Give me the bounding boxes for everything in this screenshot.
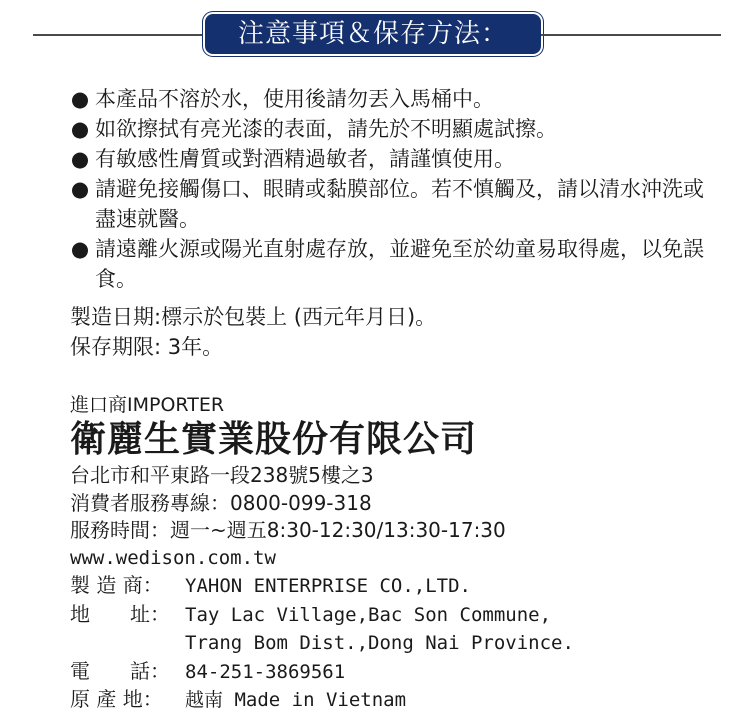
maker-label: 製 造 商： bbox=[70, 573, 163, 597]
address-line-1: Tay Lac Village,Bac Son Commune, bbox=[185, 603, 552, 626]
address-label: 地 址： bbox=[70, 601, 170, 626]
origin-label: 原 產 地： bbox=[70, 687, 163, 711]
list-item bbox=[70, 234, 710, 294]
bullet-icon: ● bbox=[70, 87, 90, 111]
precaution-text: 請遠離火源或陽光直射處存放，並避免至於幼童易取得處，以免誤食。 bbox=[95, 237, 704, 291]
shelf-life: 保存期限: 3年。 bbox=[70, 335, 224, 359]
bullet-icon: ● bbox=[70, 237, 90, 261]
bullet-icon: ● bbox=[70, 147, 90, 171]
address-line-2: Trang Bom Dist.,Dong Nai Province. bbox=[185, 632, 574, 654]
bullet-icon: ● bbox=[70, 117, 90, 141]
company-name: 衛麗生實業股份有限公司 bbox=[70, 419, 478, 460]
origin-row bbox=[70, 686, 574, 715]
manufacture-info bbox=[70, 302, 436, 362]
header-rule-left bbox=[33, 34, 205, 36]
phone-value: 84-251-3869561 bbox=[185, 660, 346, 683]
section-title: 注意事項＆保存方法： bbox=[205, 14, 541, 54]
phone-label: 電 話： bbox=[70, 658, 170, 683]
phone-row bbox=[70, 658, 574, 687]
list-item bbox=[70, 144, 710, 174]
header-rule-right bbox=[541, 34, 721, 36]
precaution-text: 本產品不溶於水，使用後請勿丟入馬桶中。 bbox=[95, 87, 494, 111]
maker-value: YAHON ENTERPRISE CO.,LTD. bbox=[185, 575, 471, 597]
manufacture-date: 製造日期:標示於包裝上 (西元年月日)。 bbox=[70, 305, 437, 329]
list-item bbox=[70, 114, 710, 144]
list-item bbox=[70, 84, 710, 114]
maker-address-row bbox=[70, 601, 574, 630]
service-hours: 服務時間：週一~週五8:30-12:30/13:30-17:30 bbox=[70, 518, 506, 542]
contact-info bbox=[70, 462, 574, 715]
precautions-list bbox=[70, 84, 710, 294]
list-item bbox=[70, 174, 710, 234]
importer-label: 進口商IMPORTER bbox=[70, 394, 225, 416]
precaution-text: 如欲擦拭有亮光漆的表面，請先於不明顯處試擦。 bbox=[95, 117, 557, 141]
origin-value: 越南 Made in Vietnam bbox=[185, 689, 407, 711]
precaution-text: 有敏感性膚質或對酒精過敏者，請謹慎使用。 bbox=[95, 147, 515, 171]
precaution-text: 請避免接觸傷口、眼睛或黏膜部位。若不慎觸及，請以清水沖洗或盡速就醫。 bbox=[95, 177, 704, 231]
website-link[interactable]: www.wedison.com.tw bbox=[70, 546, 276, 569]
importer-address: 台北市和平東路一段238號5樓之3 bbox=[70, 463, 374, 487]
bullet-icon: ● bbox=[70, 177, 90, 201]
maker-row bbox=[70, 572, 574, 601]
service-hotline: 消費者服務專線：0800-099-318 bbox=[70, 490, 372, 515]
maker-address-row-2 bbox=[70, 629, 574, 658]
